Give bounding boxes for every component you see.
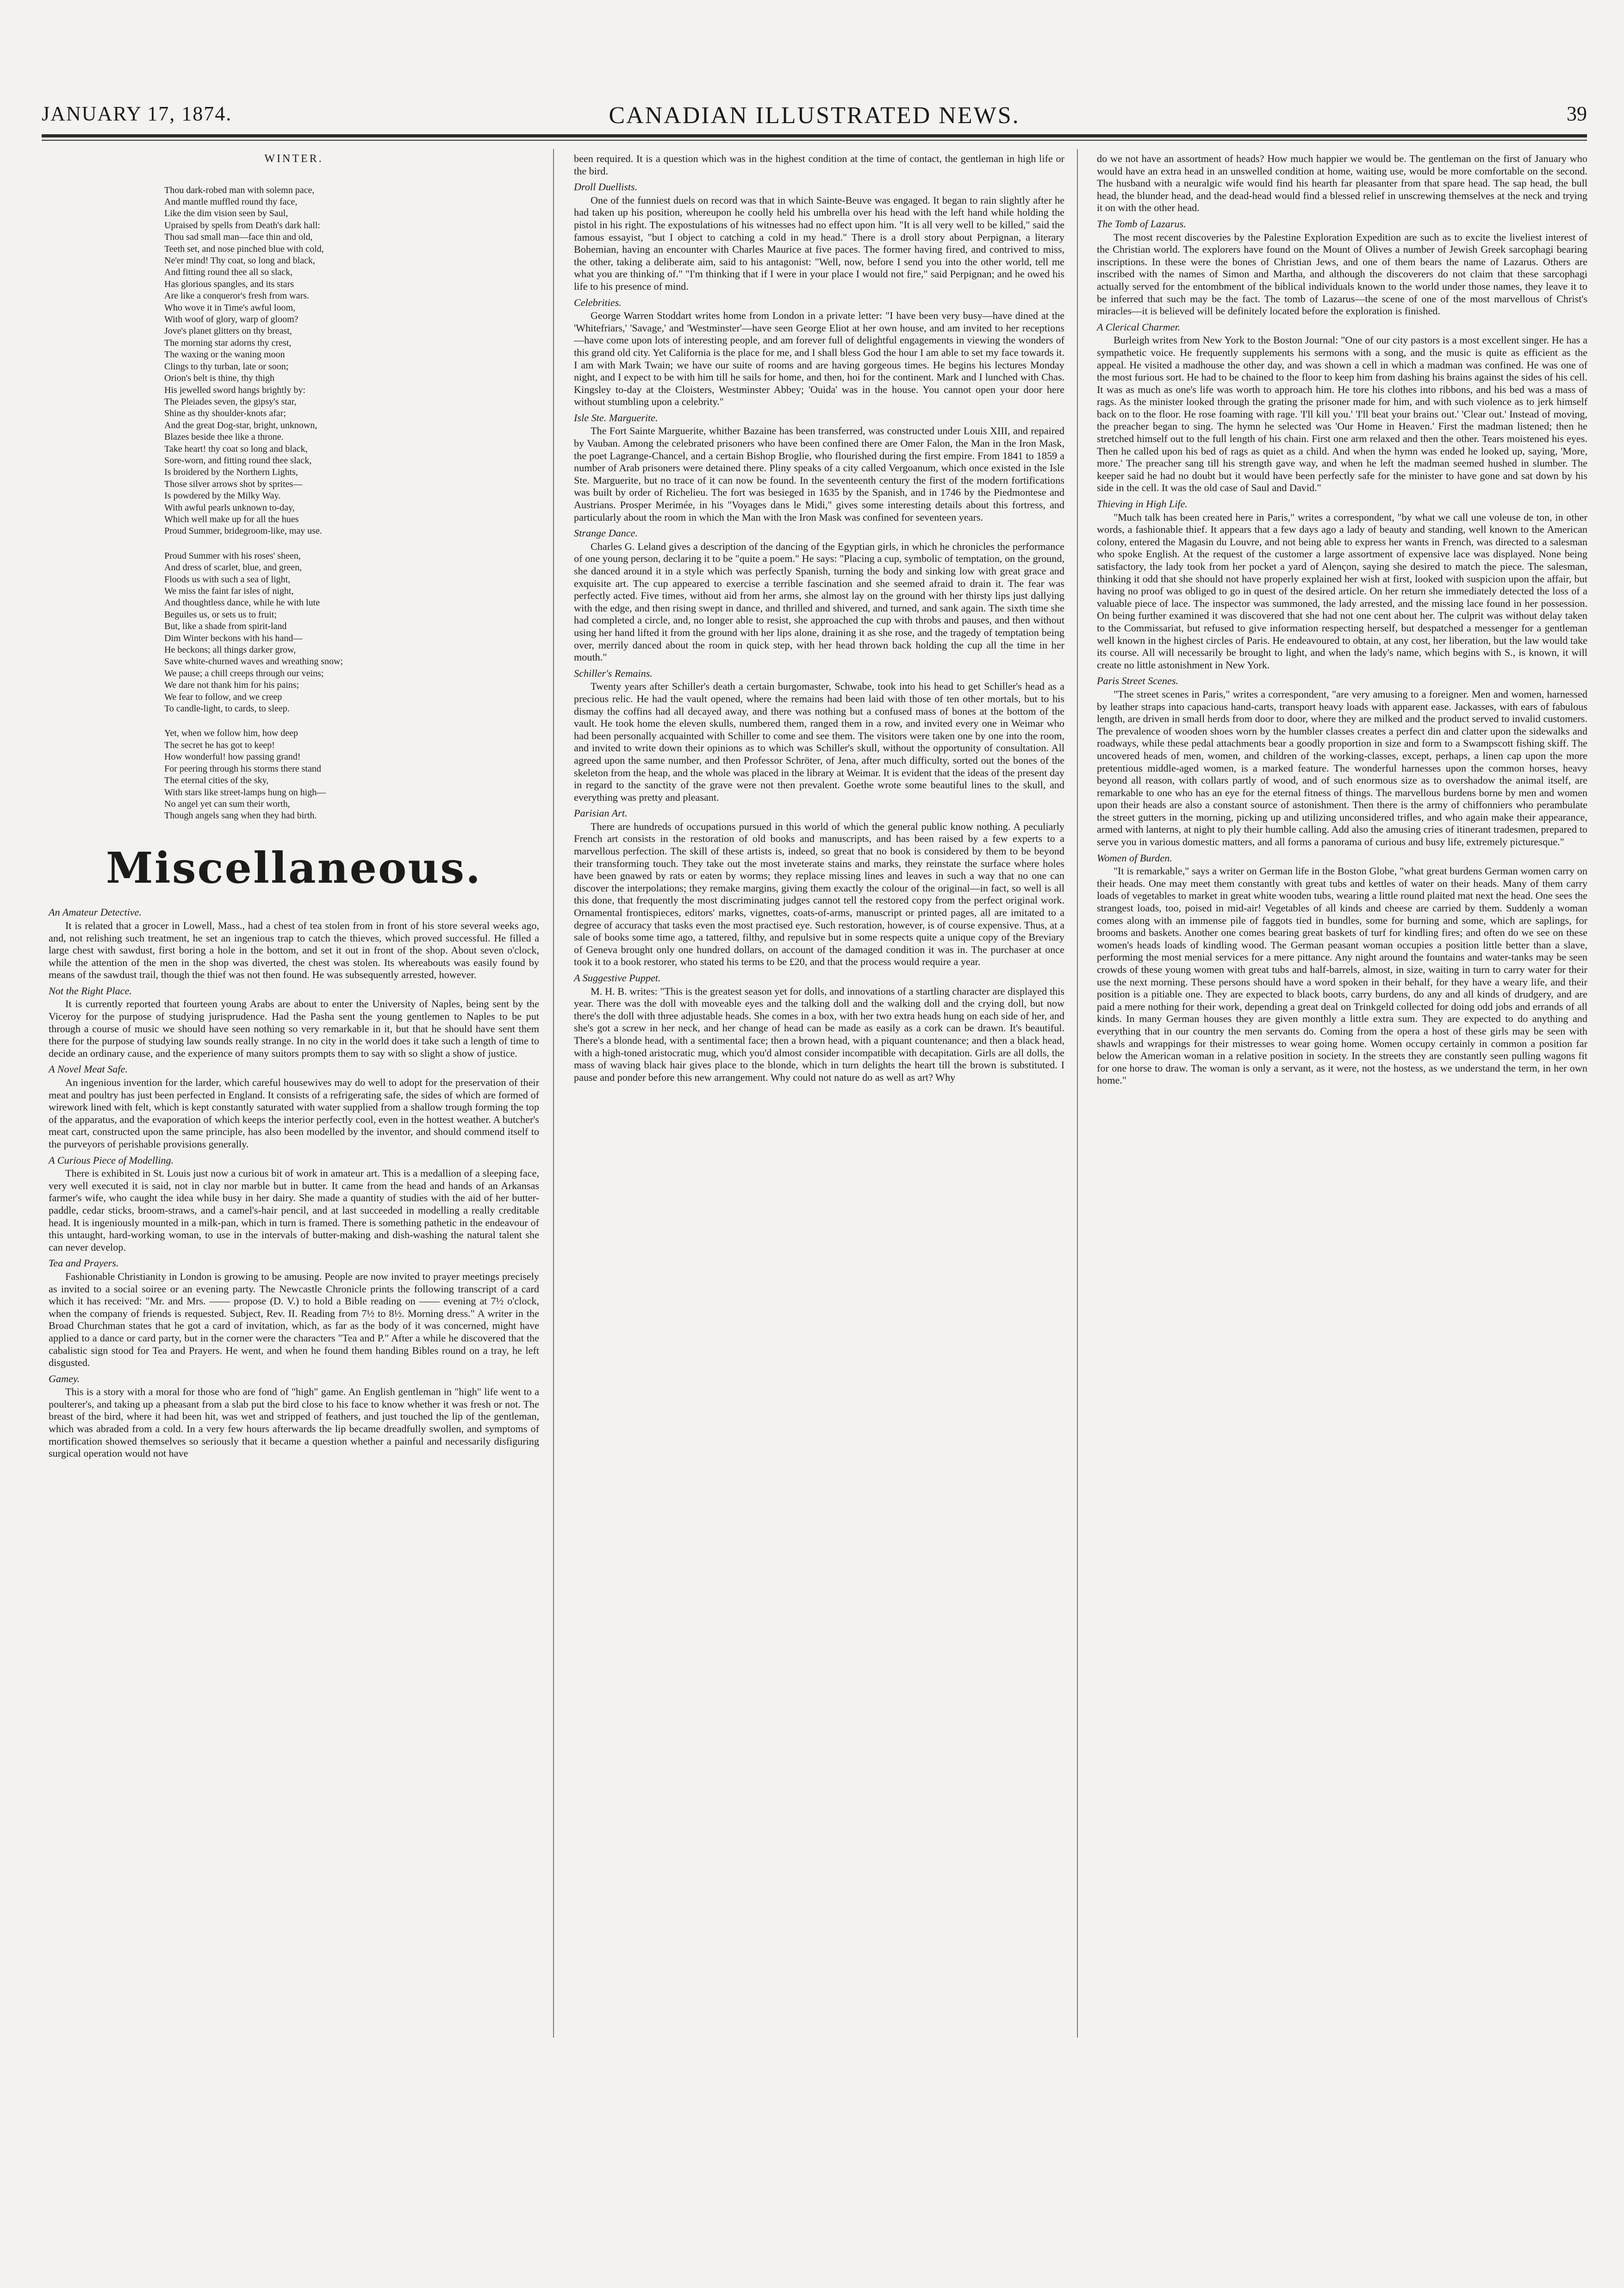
poem-line: Orion's belt is thine, thy thigh bbox=[164, 373, 275, 384]
article bbox=[574, 527, 1064, 664]
column-3 bbox=[1097, 153, 1587, 1087]
poem-line: He beckons; all things darker grow, bbox=[164, 645, 296, 655]
article-paragraph: There is exhibited in St. Louis just now a curious bit of work in amateur art. This is a medallion of a sleeping face, very well executed it is said, not in clay nor marble but in butter. It came from the head and hands of an Arkansas farmer's wife, who caught the idea while busy in her dairy. She made a quantity of studies with the aid of her butter-paddle, cedar sticks, broom-straws, and a camel's-hair pencil, and at last succeeded in modelling a really creditable head. It is ingeniously mounted in a milk-pan, which in turn is framed. There is something pathetic in the endeavour of this untaught, hard-working woman, to use in the intervals of butter-making and dish-washing the natural talent she can never develop. bbox=[49, 1167, 539, 1253]
article-paragraph: "Much talk has been created here in Paris," writes a correspondent, "by what we call une voleuse de ton, in other words, a fashionable thief. It appears that a few days ago a lady of beauty and standing, well known to the American colony, entered the Magasin du Louvre, and not being able to express her wants in French, was directed to a salesman who spoke English. At the request of the customer a large assortment of expensive lace was displayed. None being satisfactory, the lady took from her pocket a yard of Alençon, saying she desired to match the piece. The salesman, thinking it odd that she should not have properly explained her wish at first, looked with suspicion upon the affair, but having no proof was obliged to go in quest of the desired article. On her return she immediately detected the loss of a valuable piece of lace. The inspector was summoned, the lady arrested, and the missing lace found in her possession. On being further examined it was discovered that she had not one cent about her. The culprit was without delay taken to the Commissariat, but refused to give information respecting herself, but despatched a messenger for a gentleman well known in the highest circles of Paris. He endeavoured to obtain, at any cost, her liberation, but the law would take its course. All will necessarily be brought to light, and when the lady's name, which begins with S., is known, it will create no little astonishment in New York. bbox=[1097, 511, 1587, 671]
poem-line: We miss the faint far isles of night, bbox=[164, 586, 294, 596]
article-list bbox=[49, 906, 539, 1460]
poem-title: WINTER. bbox=[264, 153, 324, 165]
article-paragraph: Charles G. Leland gives a description of the dancing of the Egyptian girls, in which he chronicles the performance of one young person, declaring it to be "quite a poem." He says: "Placing a cup, symbolic of temptation, on the ground, she danced around it in a style which was perfectly Spanish, turning the body and sinking low with great grace and exquisite art. The cup appeared to exercise a terrible fascination and she seemed afraid to drain it. The fear was perfectly acted. Five times, without aid from her arms, she almost lay on the ground with her thirsty lips just dallying with the edge, and then rising swept in dance, and thrilled and shivered, and turned, and sank again. The sixth time she had completed a circle, and, no longer able to resist, she approached the cup with throbs and pauses, and then without using her hand lifted it from the ground with her lips alone, draining it as she rose, and the tragedy of temptation being over, merrily danced about the room in quick step, with her head thrown back holding the cup all the time in her mouth." bbox=[574, 540, 1064, 663]
article bbox=[49, 985, 539, 1060]
poem-line: With awful pearls unknown to-day, bbox=[164, 502, 295, 513]
article-heading: Parisian Art. bbox=[574, 807, 628, 819]
newspaper-title: CANADIAN ILLUSTRATED NEWS. bbox=[609, 102, 1020, 129]
article-paragraph: "The street scenes in Paris," writes a correspondent, "are very amusing to a foreigner. Men and women, harnessed by leather straps into capacious hand-carts, transport heavy loads with apparent ease. Jackasses, with ears of fabulous length, are driven in small herds from door to door, where they are milked and the product served to invalid customers. The prevalence of wooden shoes worn by the humbler classes creates a perfect din and clatter upon the sidewalks and roadways, while these pedal attachments bear a goodly proportion in size and form to a Swampscott fishing skiff. The uncovered heads of men, women, and children of the working-classes, except, perhaps, a linen cap upon the more pretentious middle-aged women, is a marked feature. The wonderful harnesses upon the common horses, heavy beyond all reason, with collars partly of wood, and of such enormous size as to overshadow the animal itself, are remarkable to one who has an eye for the eternal fitness of things. The marvellous burdens borne by men and women upon their heads are also a constant source of astonishment. Then there is the army of chiffonniers who perambulate the street gutters in the morning, picking up and utilizing unconsidered trifles, and who again make their appearance, armed with lanterns, at night to ply their humble calling. Add also the amusing cries of itinerant tradesmen, prepared to serve you in various domestic matters, and all forms a panorama of curious and busy life, extremely picturesque." bbox=[1097, 688, 1587, 848]
article-paragraph: It is related that a grocer in Lowell, Mass., had a chest of tea stolen from in front of his store several weeks ago, and, not relishing such treatment, he set an ingenious trap to catch the thieves, which proved successful. He filled a large chest with sawdust, first boring a hole in the bottom, and set it out in front of the shop. About seven o'clock, while the attention of the men in the shop was diverted, the chest was stolen. Its whereabouts was easily found by means of the sawdust trail, though the thief was not then found. He was subsequently arrested, however. bbox=[49, 919, 539, 981]
poem-line: Ne'er mind! Thy coat, so long and black, bbox=[164, 256, 315, 266]
article bbox=[49, 1373, 539, 1460]
poem-line: With stars like street-lamps hung on high— bbox=[164, 787, 326, 798]
poem-line: Thou sad small man—face thin and old, bbox=[164, 232, 313, 243]
article bbox=[49, 906, 539, 981]
poem-line: But, like a shade from spirit-land bbox=[164, 621, 287, 632]
article bbox=[574, 972, 1064, 1084]
poem-line: Dim Winter beckons with his hand— bbox=[164, 633, 303, 643]
column-2 bbox=[574, 153, 1064, 1084]
poem-line: Those silver arrows shot by sprites— bbox=[164, 479, 303, 489]
poem-line: Is powdered by the Milky Way. bbox=[164, 491, 281, 501]
article-heading: Schiller's Remains. bbox=[574, 667, 653, 679]
article-heading: Women of Burden. bbox=[1097, 852, 1172, 864]
poem-line: Sore-worn, and fitting round thee slack, bbox=[164, 455, 312, 466]
article-heading: Tea and Prayers. bbox=[49, 1257, 119, 1269]
article-heading: A Suggestive Puppet. bbox=[574, 972, 661, 984]
article-heading: A Curious Piece of Modelling. bbox=[49, 1154, 174, 1166]
article-paragraph: "It is remarkable," says a writer on German life in the Boston Globe, "what great burdens German women carry on their heads. One may meet them constantly with great tubs and kettles of water on their heads. Many of them carry loads of vegetables to market in great white wooden tubs, wearing a little round plaited mat next the head. One sees the strangest loads, too, poised in mid-air! Vegetables of all kinds and cheese are carried by them. Suddenly a woman comes along with an immense pile of faggots tied in bundles, some for burning and some, which are saplings, for brooms and baskets. Another one comes bearing great baskets of turf for kindling fires; and often do we see on these women's heads loads of kindling wood. The German peasant woman occupies a position little better than a slave, performing the most menial services for a mere pittance. Any night around the fountains and water-tanks may be seen crowds of these young women with great tubs and half-barrels, almost, in size, waiting in turn to carry water for their use the next morning. These persons should have a word spoken in their behalf, for they have a weary life, and their position is a pitiable one. They are expected to black boots, carry burdens, do any and all kinds of drudgery, and are paid a mere nothing for their work, depending a great deal on Trinkgeld collected for doing odd jobs and errands of all kinds. In many German houses they are given monthly a little extra sum. They are expected to do anything and everything that in our country the men servants do. Coming from the opera a host of these girls may be seen with shawls and wrappings for their mistresses to wear going home. Women occupy certainly in common a position far below the American woman in a relative position in society. In the streets they are constantly seen pulling wagons fit for one horse to draw. The woman is only a servant, as it were, not the hostess, as we understand the term, in her own home." bbox=[1097, 865, 1587, 1086]
poem-line: Who wove it in Time's awful loom, bbox=[164, 302, 296, 313]
poem-line: Proud Summer, bridegroom-like, may use. bbox=[164, 526, 322, 536]
article-paragraph: Twenty years after Schiller's death a certain burgomaster, Schwabe, took into his head to get Schiller's head as a precious relic. He had the vault opened, where the remains had been laid with those of ten other mortals, but to his dismay the coffins had all decayed away, and there was nothing but a confused mass of bones at the bottom of the vault. He took home the eleven skulls, numbered them, ranged them in a row, and invited every one in Weimar who had been personally acquainted with Schiller to come and see them. The visitors were taken one by one into the room, and invited to write down their opinions as to which was Schiller's skull, without the opportunity of consultation. All agreed upon the same number, and then Professor Schröter, of Jena, after much difficulty, sorted out the bones of the skeleton from the heap, and the whole was placed in the library at Weimar. It is evident that the ideas of the present day in regard to the sanctity of the grave were not then prevalent. Goethe wrote some beautiful lines to the skull, and everything was pretty and pleasant. bbox=[574, 680, 1064, 803]
poem-stanza bbox=[164, 550, 539, 715]
poem-line: And dress of scarlet, blue, and green, bbox=[164, 562, 302, 573]
poem bbox=[164, 185, 539, 822]
article-heading: The Tomb of Lazarus. bbox=[1097, 218, 1186, 230]
article bbox=[1097, 498, 1587, 671]
article-paragraph: This is a story with a moral for those who are fond of "high" game. An English gentleman in "high" life went to a poulterer's, and taking up a pheasant from a slab put the bird close to his face to know whether it was fresh or not. The breast of the bird, where it had been hit, was wet and stripped of feathers, and just touched the lip of the gentleman, which was abraded from a cold. In a very few hours afterwards the lip became dreadfully swollen, and symptoms of mortification showed themselves so seriously that it became a question whether a painful and necessarily disfiguring surgical operation would not have bbox=[49, 1386, 539, 1459]
article-paragraph: An ingenious invention for the larder, which careful housewives may do well to adopt for the preservation of their meat and poultry has just been perfected in England. It consists of a refrigerating safe, the sides of which are formed of wirework lined with felt, which is kept constantly saturated with water supplied from a shallow trough forming the top of the apparatus, and the evaporation of which keeps the interior perfectly cool, even in the hottest weather. A butcher's meat cart, constructed upon the same principle, has also been modelled by the inventor, and should commend itself to the purveyors of perishable provisions generally. bbox=[49, 1077, 539, 1150]
poem-line: Teeth set, and nose pinched blue with cold, bbox=[164, 243, 324, 254]
article-heading: Celebrities. bbox=[574, 296, 622, 308]
poem-line: The eternal cities of the sky, bbox=[164, 775, 269, 786]
article-paragraph: do we not have an assortment of heads? How much happier we would be. The gentleman on the first of January who would have an extra head in an unswelled condition at home, waiting use, would be more comfortable on the second. The husband with a neuralgic wife would find his hearth far pleasanter from that spare head. The sap head, the bull head, the blunder head, and the dead-head would find a blessed relief in unscrewing themselves at the neck and trying it on with the other head. bbox=[1097, 153, 1587, 214]
article-heading: Droll Duellists. bbox=[574, 181, 638, 193]
poem-line: How wonderful! how passing grand! bbox=[164, 752, 301, 762]
article bbox=[1097, 852, 1587, 1087]
article-heading: An Amateur Detective. bbox=[49, 906, 142, 918]
article-heading: Isle Ste. Marguerite. bbox=[574, 411, 658, 424]
article bbox=[49, 1154, 539, 1254]
poem-line: Though angels sang when they had birth. bbox=[164, 810, 317, 821]
article-heading: A Clerical Charmer. bbox=[1097, 321, 1181, 333]
masthead-rule-thin bbox=[42, 140, 1587, 141]
poem-line: Which well make up for all the hues bbox=[164, 514, 299, 524]
article-heading: Paris Street Scenes. bbox=[1097, 675, 1179, 687]
poem-line: Upraised by spells from Death's dark hall: bbox=[164, 220, 320, 231]
article-paragraph: The most recent discoveries by the Palestine Exploration Expedition are such as to excite the liveliest interest of the Christian world. The explorers have found on the Mount of Olives a number of Jewish Greek sarcophagi bearing inscriptions. In these were the bones of Christian Jews, and one of them bears the name of Lazarus. Others are inscribed with the names of Simon and Martha, and although the discoverers do not claim that these sarcophagi actually served for the entombment of the biblical individuals known to the world under those names, they leave it to be inferred that such may be the fact. The tomb of Lazarus—the scene of one of the most marvellous of Christ's miracles—it is believed will be definitely located before the exploration is finished. bbox=[1097, 231, 1587, 317]
page-number: 39 bbox=[1567, 102, 1587, 125]
article bbox=[1097, 321, 1587, 494]
poem-line: And mantle muffled round thy face, bbox=[164, 197, 298, 207]
article-heading: Strange Dance. bbox=[574, 527, 638, 539]
poem-line: Take heart! thy coat so long and black, bbox=[164, 443, 308, 454]
poem-line: The morning star adorns thy crest, bbox=[164, 337, 292, 348]
article-heading: Not the Right Place. bbox=[49, 985, 132, 997]
article bbox=[1097, 153, 1587, 214]
article-paragraph: Burleigh writes from New York to the Boston Journal: "One of our city pastors is a most excellent singer. He has a sympathetic voice. He frequently supplements his sermons with a song, and the music is quite as efficient as the appeal. He visited a madhouse the other day, and was shown a cell in which a madman was confined. He was one of the most furious sort. He had to be chained to the floor to keep him from dashing his brains against the sides of his cell. It was as much as one's life was worth to approach him. He tore his clothes into ribbons, and his bed was a mass of rags. As the minister looked through the grating the prisoner made for him, and with such violence as to jerk himself back on to the floor. He rose foaming with rage. 'I'll kill you.' 'I'll beat your brains out.' 'Clear out.' Instead of moving, the preacher began to sing. The hymn he selected was 'Our Home in Heaven.' First the madman listened; then he stretched himself out to the full length of his chain. First one arm relaxed and then the other. Tears moistened his eyes. Then he called upon his bed of rags as quiet as a child. And when the hymn was ended he looked up, saying, 'More, more.' The preacher sang till his strength gave way, and when he left the madman seemed hushed in slumber. The keeper said he had no doubt but it would have been perfectly safe for the minister to have gone and sat down by his side in the cell. It was the old case of Saul and David." bbox=[1097, 334, 1587, 494]
poem-line: To candle-light, to cards, to sleep. bbox=[164, 704, 290, 714]
poem-line: For peering through his storms there stand bbox=[164, 763, 321, 774]
poem-line: Are like a conqueror's fresh from wars. bbox=[164, 291, 309, 301]
poem-line: Beguiles us, or sets us to fruit; bbox=[164, 609, 277, 620]
poem-line: The waxing or the waning moon bbox=[164, 349, 285, 360]
article-heading: Thieving in High Life. bbox=[1097, 498, 1188, 510]
poem-line: The secret he has got to keep! bbox=[164, 740, 275, 750]
article-heading: Gamey. bbox=[49, 1372, 80, 1384]
poem-line: No angel yet can sum their worth, bbox=[164, 798, 290, 809]
article bbox=[574, 181, 1064, 293]
section-heading: Miscellaneous. bbox=[106, 842, 482, 893]
issue-date: JANUARY 17, 1874. bbox=[42, 102, 232, 125]
poem-line: Like the dim vision seen by Saul, bbox=[164, 208, 288, 219]
column-1 bbox=[49, 153, 539, 1460]
poem-line: Shine as thy shoulder-knots afar; bbox=[164, 408, 286, 419]
poem-line: Yet, when we follow him, how deep bbox=[164, 728, 299, 739]
poem-line: Floods us with such a sea of light, bbox=[164, 574, 291, 585]
poem-stanza bbox=[164, 728, 539, 822]
article bbox=[49, 1063, 539, 1150]
poem-line: Clings to thy turban, late or soon; bbox=[164, 361, 289, 372]
article bbox=[49, 1257, 539, 1369]
article bbox=[1097, 218, 1587, 318]
poem-line: With woof of glory, warp of gloom? bbox=[164, 314, 299, 325]
article bbox=[574, 667, 1064, 804]
poem-stanza bbox=[164, 185, 539, 537]
poem-line: Is broidered by the Northern Lights, bbox=[164, 467, 298, 478]
article-paragraph: One of the funniest duels on record was that in which Sainte-Beuve was engaged. It began to rain slightly after he had taken up his position, whereupon he coolly held his umbrella over his head with the left hand while holding the pistol in his right. The expostulations of his witnesses had no effect upon him. "It is all very well to be killed," said the famous essayist, "but I object to catching a cold in my head." There is a droll story about Perpignan, a literary Bohemian, having an encounter with Charles Maurice at five paces. The former having fired, and contrived to miss, the other, taking a deliberate aim, said to his antagonist: "Well, now, before I send you into the other world, tell me what you are thinking of." "I'm thinking that if I were in your place I would not fire," said Perpignan; and he owed his life to his presence of mind. bbox=[574, 194, 1064, 292]
poem-line: Jove's planet glitters on thy breast, bbox=[164, 326, 292, 337]
article-paragraph: M. H. B. writes: "This is the greatest season yet for dolls, and innovations of a startling character are displayed this year. There was the doll with moveable eyes and the talking doll and the walking doll and the crying doll, but now there's the doll with three adjustable heads. She comes in a box, with her two extra heads hung on each side of her, and she's got a screw in her neck, and her change of head can be made as easily as a cork can be drawn. It's beautiful. There's a blonde head, with a sentimental face; then a brown head, with a piquant countenance; and then a black head, with a high-toned aristocratic mug, which you'd almost consider incompatible with decapitation. Girls are all dolls, the mass of waving black hair gives place to the blonde, which in turn delights the heart till the brown is substituted. I pause and ponder before this new arrangement. Why could not nature do as well as art? Why bbox=[574, 985, 1064, 1083]
poem-line: Has glorious spangles, and its stars bbox=[164, 279, 294, 289]
article bbox=[1097, 675, 1587, 848]
article-paragraph: George Warren Stoddart writes home from London in a private letter: "I have been very busy—have dined at the 'Whitefriars,' 'Savage,' and 'Westminster'—have seen George Eliot at her own house, and am invited to her receptions—have come upon lots of interesting people, and am forever full of delightful engagements in viewing the wonders of this grand old city. Yet California is the place for me, and I shall bless God the hour I am able to set my face towards it. I am with Mark Twain; we have our suite of rooms and are having gorgeous times. He begins his lectures Monday night, and I expect to be with him till he sails for home, and then, hoi for the continent. Mark and I lunched with Chas. Kingsley to-day at the Cloisters, Westminster Abbey; 'Ouida' was in the house. You cannot open your door here without stumbling upon a celebrity." bbox=[574, 310, 1064, 408]
article-heading: A Novel Meat Safe. bbox=[49, 1063, 128, 1075]
article-paragraph: Fashionable Christianity in London is growing to be amusing. People are now invited to prayer meetings precisely as invited to a social soiree or an evening party. The Newcastle Chronicle prints the following transcript of a card which it has received: "Mr. and Mrs. —— propose (D. V.) to hold a Bible reading on —— evening at 7½ o'clock, when the company of friends is requested. Subject, Rev. II. Reading from 7½ to 8½. Morning dress." A writer in the Broad Churchman states that he got a card of invitation, which, as far as the body of it was concerned, might have applied to a dance or card party, but in the corner were the characters "Tea and P." After a while he discovered that the cabalistic sign stood for Tea and Prayers. He went, and when he found them handing Bibles round on a tray, he left disgusted. bbox=[49, 1270, 539, 1369]
column-divider bbox=[553, 149, 554, 2038]
article bbox=[574, 412, 1064, 524]
poem-line: And thoughtless dance, while he with lute bbox=[164, 598, 320, 608]
poem-line: Thou dark-robed man with solemn pace, bbox=[164, 185, 315, 195]
masthead-rule bbox=[42, 134, 1587, 137]
poem-line: Save white-churned waves and wreathing snow; bbox=[164, 656, 343, 667]
column-divider bbox=[1077, 149, 1078, 2038]
poem-line: Proud Summer with his roses' sheen, bbox=[164, 550, 301, 561]
masthead bbox=[42, 102, 1587, 134]
poem-line: The Pleiades seven, the gipsy's star, bbox=[164, 396, 297, 407]
poem-line: We dare not thank him for his pains; bbox=[164, 680, 299, 691]
poem-line: We pause; a chill creeps through our veins; bbox=[164, 668, 324, 679]
article-paragraph: The Fort Sainte Marguerite, whither Bazaine has been transferred, was constructed under Louis XIII, and repaired by Vauban. Among the celebrated prisoners who have been confined there are Omer Falon, the Man in the Iron Mask, the poet Lagrange-Chancel, and a certain Bishop Broglie, who flourished during the first empire. From 1841 to 1859 a number of Arab prisoners were detained there. Pliny speaks of a city called Vergoanum, which once existed in the Isle Ste. Marguerite, but no trace of it can now be found. In the seventeenth century the first of the modern fortifications was built by order of Richelieu. The fort was besieged in 1635 by the Spanish, and in 1746 by the Piedmontese and Austrians. Prosper Merimée, in his "Voyages dans le Midi," gives some interesting details about this fortress, and particularly about the room in which the Man with the Iron Mask was confined for seventeen years. bbox=[574, 425, 1064, 523]
article bbox=[574, 153, 1064, 177]
article-paragraph: been required. It is a question which was in the highest condition at the time of contact, the gentleman in high life or the bird. bbox=[574, 153, 1064, 177]
article bbox=[574, 807, 1064, 968]
article-paragraph: There are hundreds of occupations pursued in this world of which the general public know nothing. A peculiarly French art consists in the restoration of old books and manuscripts, and has been raised by a few experts to a marvellous perfection. The skill of these artists is, indeed, so great that no book is considered by them to be beyond their transforming touch. They take out the most inveterate stains and marks, they reinstate the surface where holes have been gnawed by rats or eaten by worms; they replace missing lines and leaves in such a way that no one can discover the interpolations; they remake margins, giving them exactly the colour of the original—in fact, so well is all this done, that frequently the most discriminating judges cannot tell the restored copy from the perfect original work. Ornamental frontispieces, editors' marks, vignettes, coats-of-arms, manuscript or printed pages, all are imitated to a degree of accuracy that tasks even the most practised eye. Such restoration, however, is of course expensive. Thus, at a sale of books some time ago, a tattered, filthy, and repulsive but in some respects quite a unique copy of the Breviary of Geneva brought only one hundred dollars, on account of the damaged condition it was in. The purchaser at once took it to a book restorer, who stated his terms to be £20, and that the process would require a year. bbox=[574, 820, 1064, 968]
article bbox=[574, 297, 1064, 408]
poem-line: We fear to follow, and we creep bbox=[164, 692, 282, 702]
poem-line: And fitting round thee all so slack, bbox=[164, 267, 293, 278]
article-paragraph: It is currently reported that fourteen young Arabs are about to enter the University of Naples, being sent by the Viceroy for the purpose of studying jurisprudence. Had the Pasha sent the young gentlemen to Naples to be put through a course of music we should have seen nothing so very remarkable in it, but that he should have sent them there for the purpose of studying law sounds really strange. In no city in the world does it take such a length of time to decide an ordinary cause, and the experience of many suitors prompts them to say with so slight a show of justice. bbox=[49, 998, 539, 1059]
poem-line: His jewelled sword hangs brightly by: bbox=[164, 385, 305, 395]
poem-line: And the great Dog-star, bright, unknown, bbox=[164, 420, 317, 430]
poem-line: Blazes beside thee like a throne. bbox=[164, 432, 284, 443]
